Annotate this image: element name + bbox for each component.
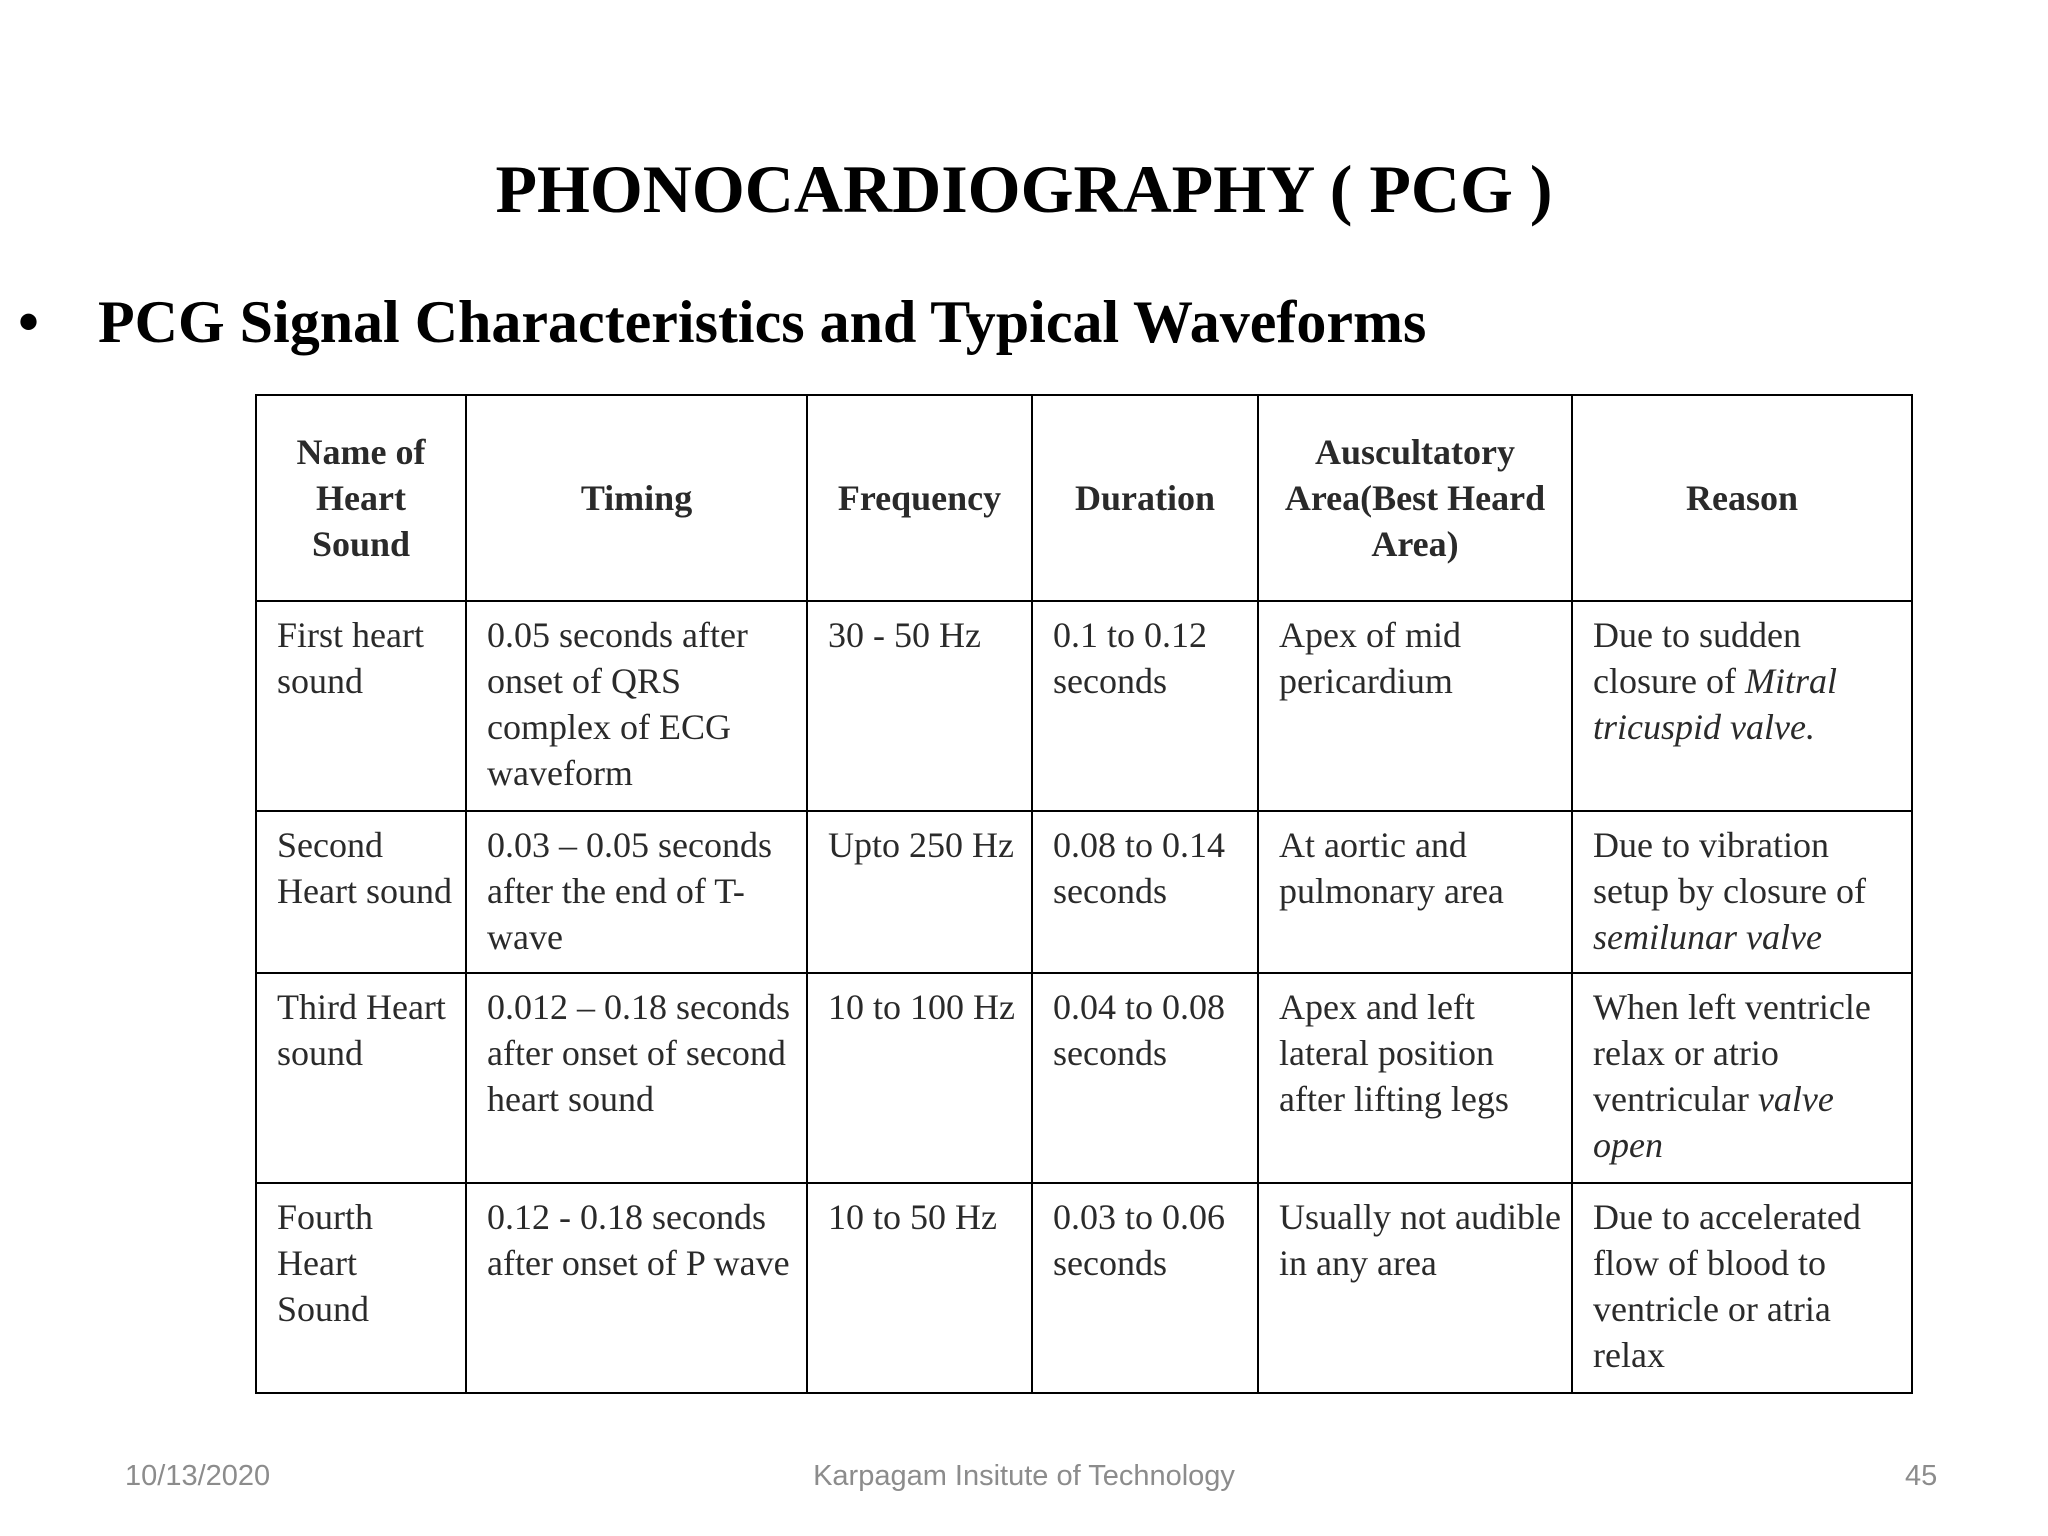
cell-reason (1572, 973, 1912, 1183)
cell-timing: 0.03 – 0.05 seconds after the end of T-wave (466, 811, 807, 973)
header-timing: Timing (466, 395, 807, 601)
cell-duration: 0.03 to 0.06 seconds (1032, 1183, 1258, 1393)
cell-duration: 0.1 to 0.12 seconds (1032, 601, 1258, 811)
cell-timing: 0.05 seconds after onset of QRS complex of ECG waveform (466, 601, 807, 811)
cell-frequency: 10 to 50 Hz (807, 1183, 1032, 1393)
cell-name: Third Heart sound (256, 973, 466, 1183)
header-duration: Duration (1032, 395, 1258, 601)
cell-name: First heart sound (256, 601, 466, 811)
reason-text: Due to vibration setup by closure of (1593, 825, 1866, 911)
table-row (256, 973, 1912, 1183)
cell-reason (1572, 811, 1912, 973)
footer-institution: Karpagam Insitute of Technology (813, 1460, 1235, 1492)
reason-italic-text: valve open (1593, 1079, 1834, 1165)
footer-date: 10/13/2020 (125, 1460, 271, 1492)
cell-frequency: 10 to 100 Hz (807, 973, 1032, 1183)
slide-title: PHONOCARDIOGRAPHY ( PCG ) (495, 151, 1553, 227)
cell-area: Usually not audible in any area (1258, 1183, 1572, 1393)
header-area: Auscultatory Area(Best Heard Area) (1258, 395, 1572, 601)
table-header-row (256, 395, 1912, 601)
header-name: Name of Heart Sound (256, 395, 466, 601)
reason-italic-text: Mitral tricuspid valve. (1593, 661, 1837, 747)
cell-frequency: Upto 250 Hz (807, 811, 1032, 973)
bullet-subtitle (18, 289, 1427, 355)
cell-duration: 0.04 to 0.08 seconds (1032, 973, 1258, 1183)
cell-name: Second Heart sound (256, 811, 466, 973)
reason-text: Due to accelerated flow of blood to ventricle or atria relax (1593, 1197, 1861, 1375)
cell-reason (1572, 601, 1912, 811)
table-row (256, 811, 1912, 973)
table-row (256, 1183, 1912, 1393)
reason-text: When left ventricle relax or atrio ventricular (1593, 987, 1871, 1119)
reason-text: Due to sudden closure of (1593, 615, 1801, 701)
cell-area: Apex of mid pericardium (1258, 601, 1572, 811)
subtitle-text: PCG Signal Characteristics and Typical Waveforms (98, 289, 1427, 355)
heart-sound-table-wrapper (255, 394, 1913, 1394)
cell-timing: 0.12 - 0.18 seconds after onset of P wave (466, 1183, 807, 1393)
cell-timing: 0.012 – 0.18 seconds after onset of second heart sound (466, 973, 807, 1183)
cell-frequency: 30 - 50 Hz (807, 601, 1032, 811)
header-reason: Reason (1572, 395, 1912, 601)
footer-page-number: 45 (1905, 1460, 1938, 1492)
cell-area: At aortic and pulmonary area (1258, 811, 1572, 973)
cell-reason (1572, 1183, 1912, 1393)
reason-italic-text: semilunar valve (1593, 917, 1822, 957)
cell-duration: 0.08 to 0.14 seconds (1032, 811, 1258, 973)
cell-name: Fourth Heart Sound (256, 1183, 466, 1393)
heart-sound-table (255, 394, 1913, 1394)
cell-area: Apex and left lateral position after lifting legs (1258, 973, 1572, 1183)
bullet-icon: • (18, 289, 40, 355)
table-row (256, 601, 1912, 811)
header-frequency: Frequency (807, 395, 1032, 601)
